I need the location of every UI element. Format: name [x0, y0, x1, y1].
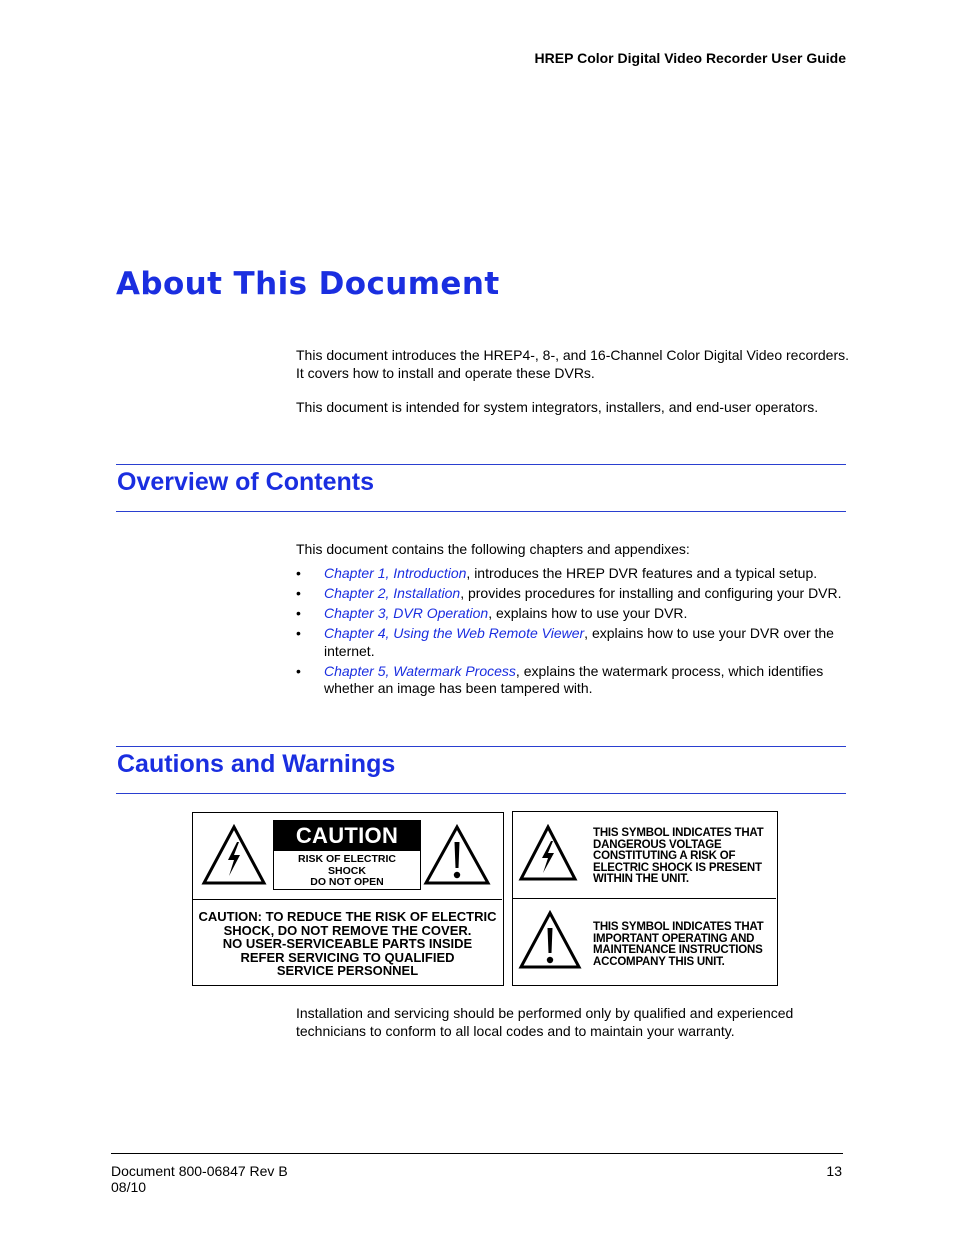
document-date: 08/10: [111, 1179, 147, 1195]
bullet: •: [296, 662, 301, 679]
symbol-text-line: ELECTRIC SHOCK IS PRESENT: [593, 861, 762, 874]
electric-shock-warning-icon: [518, 824, 578, 882]
symbol-text-line: MAINTENANCE INSTRUCTIONS: [593, 944, 763, 956]
list-item: [296, 565, 856, 583]
caution-banner: CAUTION: [274, 821, 420, 851]
caution-center-panel: [273, 820, 421, 890]
exclamation-warning-icon: [423, 824, 491, 886]
symbol-text-line: WITHIN THE UNIT.: [593, 873, 689, 885]
symbol-text-line: DANGEROUS VOLTAGE: [593, 838, 722, 851]
list-item-text: , explains how to use your DVR.: [488, 605, 688, 621]
caution-main-line: SERVICE PERSONNEL: [276, 963, 419, 978]
caution-main-line: REFER SERVICING TO QUALIFIED: [240, 949, 455, 965]
symbol-text-line: ACCOMPANY THIS UNIT.: [593, 955, 725, 968]
overview-lead: This document contains the following chapters and appendixes:: [296, 541, 690, 557]
servicing-note-line: technicians to conform to all local codes and to maintain your warranty.: [296, 1022, 735, 1039]
footer-left: [111, 1163, 288, 1195]
chapter-5-link[interactable]: Chapter 5, Watermark Process: [324, 662, 516, 679]
intro-paragraph-1: [296, 347, 856, 382]
exclamation-warning-icon: [518, 910, 582, 970]
page-number: 13: [826, 1163, 842, 1179]
list-item: [296, 585, 856, 603]
list-item-text: , introduces the HREP DVR features and a typical setup.: [466, 565, 818, 581]
chapter-1-link[interactable]: Chapter 1, Introduction: [324, 565, 467, 581]
shock-symbol-description: [593, 828, 777, 886]
caution-label-divider: [193, 899, 502, 900]
intro-paragraph-2: This document is intended for system integrators, installers, and end-user operators.: [296, 399, 819, 415]
electric-shock-warning-icon: [201, 824, 267, 886]
chapter-3-link[interactable]: Chapter 3, DVR Operation: [324, 605, 489, 621]
caution-sub-line: SHOCK: [328, 864, 366, 877]
caution-sub-line: DO NOT OPEN: [310, 876, 384, 888]
cautions-heading: Cautions and Warnings: [117, 750, 396, 778]
chapter-list: [296, 565, 856, 700]
section-rule-top: [116, 464, 846, 465]
servicing-note: [296, 1005, 856, 1040]
symbol-legend-divider: [513, 898, 776, 899]
list-item: [296, 625, 839, 660]
section-rule-bottom: [116, 511, 846, 512]
symbol-text-line: IMPORTANT OPERATING AND: [593, 932, 755, 945]
list-item-text: , provides procedures for installing and configuring your DVR.: [460, 585, 842, 601]
caution-sub-text: [274, 854, 420, 889]
symbol-text-line: THIS SYMBOL INDICATES THAT: [593, 827, 764, 839]
overview-heading: Overview of Contents: [117, 468, 374, 496]
footer-rule: [111, 1153, 843, 1154]
caution-label: [192, 812, 504, 986]
section-rule-bottom: [116, 793, 846, 794]
caution-main-line: SHOCK, DO NOT REMOVE THE COVER.: [223, 922, 472, 938]
bullet: •: [296, 605, 301, 621]
chapter-4-link[interactable]: Chapter 4, Using the Web Remote Viewer: [324, 625, 585, 641]
intro-line-1: This document introduces the HREP4-, 8-, and 16-Channel Color Digital Video recorders.: [296, 347, 850, 363]
servicing-note-line: Installation and servicing should be performed only by qualified and experienced: [296, 1005, 794, 1021]
bullet: •: [296, 585, 301, 601]
bullet: •: [296, 625, 301, 641]
running-header: HREP Color Digital Video Recorder User Guide: [534, 50, 846, 66]
list-item-text: , explains how to use your DVR over the internet.: [324, 625, 834, 659]
chapter-2-link[interactable]: Chapter 2, Installation: [324, 585, 461, 601]
exclamation-symbol-description: [593, 922, 777, 968]
symbol-text-line: THIS SYMBOL INDICATES THAT: [593, 921, 764, 933]
intro-line-2: It covers how to install and operate these DVRs.: [296, 364, 595, 381]
caution-sub-line: RISK OF ELECTRIC: [297, 853, 396, 865]
page-title: About This Document: [116, 266, 500, 302]
list-item-text: , explains the watermark process, which identifies whether an image has been tampered with.: [324, 662, 824, 696]
bullet: •: [296, 565, 301, 581]
list-item: [296, 663, 839, 698]
document-number: Document 800-06847 Rev B: [111, 1163, 288, 1179]
caution-main-line: NO USER-SERVICEABLE PARTS INSIDE: [222, 936, 473, 951]
section-rule-top: [116, 746, 846, 747]
caution-main-text: [193, 910, 502, 978]
symbol-legend: [512, 811, 778, 986]
symbol-text-line: CONSTITUTING A RISK OF: [593, 850, 736, 862]
caution-main-line: CAUTION: TO REDUCE THE RISK OF ELECTRIC: [198, 909, 497, 924]
list-item: [296, 605, 856, 623]
